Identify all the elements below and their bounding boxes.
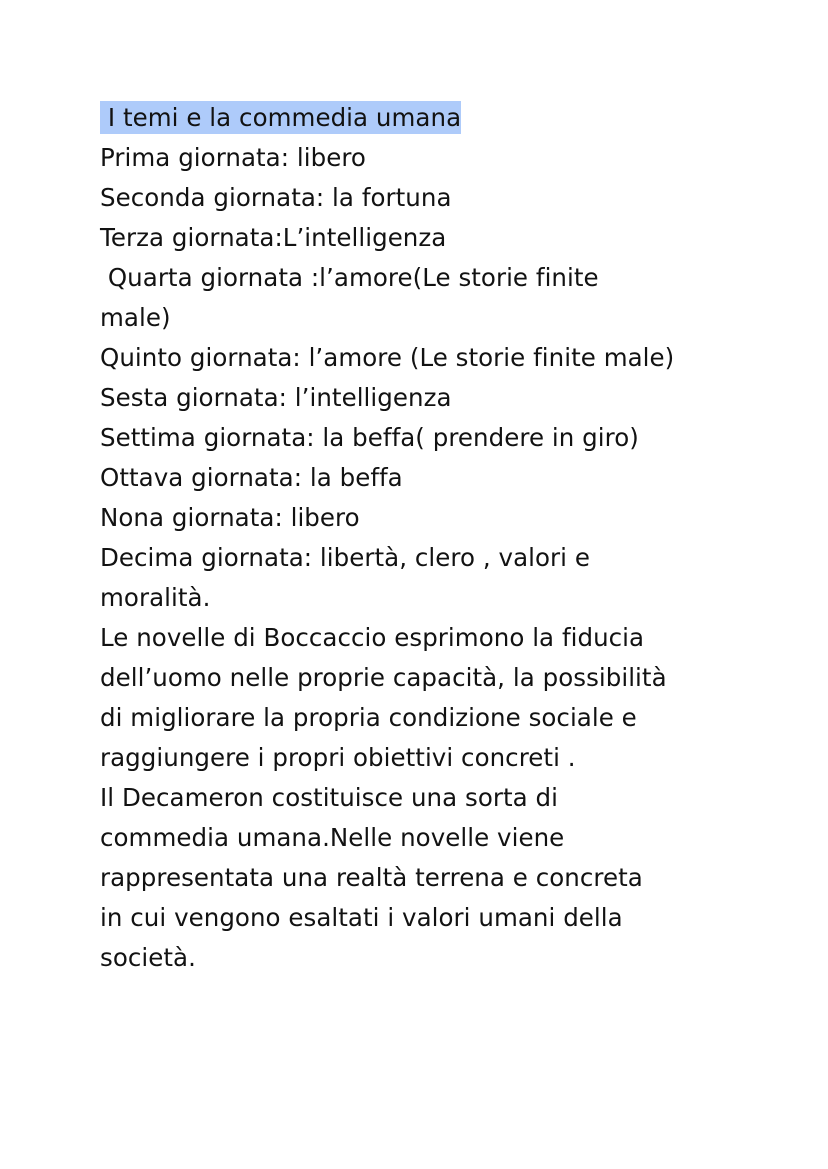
text-line: in cui vengono esaltati i valori umani della: [100, 903, 623, 932]
text-line: Decima giornata: libertà, clero , valori e: [100, 543, 590, 572]
text-line: Settima giornata: la beffa( prendere in giro): [100, 423, 639, 452]
text-line: Quinto giornata: l’amore (Le storie finite male): [100, 343, 675, 372]
text-line: Prima giornata: libero: [100, 143, 366, 172]
text-line: Nona giornata: libero: [100, 503, 360, 532]
text-line: raggiungere i propri obiettivi concreti .: [100, 743, 576, 772]
text-line: Quarta giornata :l’amore(Le storie finite: [100, 263, 599, 292]
text-line: Il Decameron costituisce una sorta di: [100, 783, 558, 812]
text-line: di migliorare la propria condizione sociale e: [100, 703, 637, 732]
text-line: Terza giornata:L’intelligenza: [100, 223, 447, 252]
text-line: Seconda giornata: la fortuna: [100, 183, 452, 212]
text-line: rappresentata una realtà terrena e concreta: [100, 863, 643, 892]
text-line: dell’uomo nelle proprie capacità, la possibilità: [100, 663, 667, 692]
text-line: Sesta giornata: l’intelligenza: [100, 383, 452, 412]
text-line: commedia umana.Nelle novelle viene: [100, 823, 565, 852]
text-line: male): [100, 303, 171, 332]
text-line: società.: [100, 943, 196, 972]
text-line: Le novelle di Boccaccio esprimono la fiducia: [100, 623, 645, 652]
text-line: Ottava giornata: la beffa: [100, 463, 403, 492]
document-title: I temi e la commedia umana: [100, 103, 462, 132]
text-line: moralità.: [100, 583, 211, 612]
document-title-line: [100, 98, 760, 138]
document-body: [100, 98, 760, 978]
